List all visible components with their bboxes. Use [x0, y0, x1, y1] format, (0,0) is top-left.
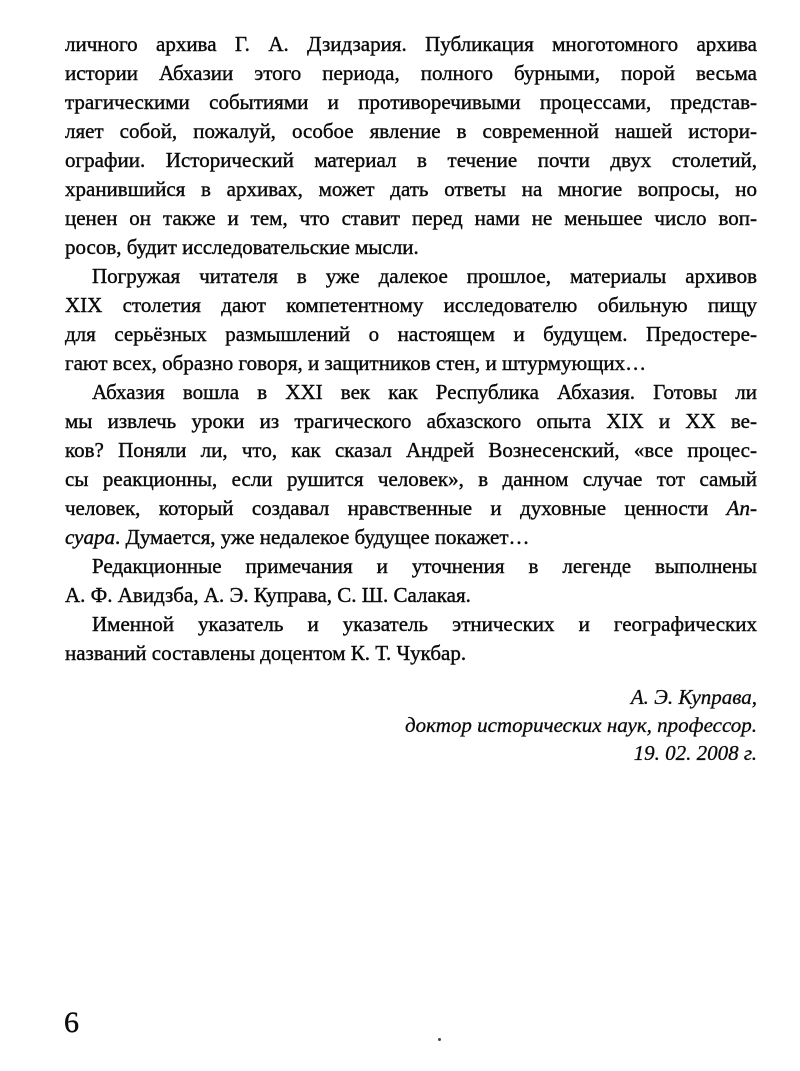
scan-speck: [438, 1038, 441, 1041]
text-line: ляет собой, пожалуй, особое явление в современной нашей истори-: [65, 119, 757, 143]
text-line: Редакционные примечания и уточнения в легенде выполнены: [92, 554, 757, 578]
paragraph-2: [65, 262, 757, 378]
paragraph-1: [65, 30, 757, 262]
text-line: ценен он также и тем, что ставит перед нами не меньшее число воп-: [65, 206, 757, 230]
text-line: ков? Поняли ли, что, как сказал Андрей Вознесенский, «все процес-: [65, 438, 757, 462]
body-text: [65, 30, 757, 668]
paragraph-4: [65, 552, 757, 610]
text-line: сы реакционны, если рушится человек», в данном случае тот самый: [65, 467, 757, 491]
text-line: личного архива Г. А. Дзидзария. Публикация многотомного архива: [65, 32, 757, 56]
text-segment: человек, который создавал нравственные и духовные ценности: [65, 496, 727, 520]
signature-name: А. Э. Куправа,: [630, 685, 757, 709]
text-line: Погружая читателя в уже далекое прошлое, материалы архивов: [92, 264, 757, 288]
text-line: мы извлечь уроки из трагического абхазского опыта XIX и XX ве-: [65, 409, 757, 433]
page-number: 6: [64, 1006, 79, 1039]
paragraph-5: [65, 610, 757, 668]
text-line: А. Ф. Авидзба, А. Э. Куправа, С. Ш. Салакая.: [65, 583, 471, 607]
text-line: гают всех, образно говоря, и защитников стен, и штурмующих…: [65, 351, 647, 375]
italic-term: суара: [65, 525, 115, 549]
text-line: истории Абхазии этого периода, полного бурными, порой весьма: [65, 61, 757, 85]
signature-block: [65, 683, 757, 767]
text-line: трагическими событиями и противоречивыми процессами, представ-: [65, 90, 757, 114]
text-line: хранившийся в архивах, может дать ответы на многие вопросы, но: [65, 177, 757, 201]
text-segment: . Думается, уже недалекое будущее покажет…: [115, 525, 530, 549]
text-line: названий составлены доцентом К. Т. Чукбар.: [65, 641, 467, 665]
signature-title: доктор исторических наук, профессор.: [405, 713, 757, 737]
text-line: XIX столетия дают компетентному исследователю обильную пищу: [65, 293, 757, 317]
text-line: [65, 494, 757, 523]
text-line: росов, будит исследовательские мысли.: [65, 235, 419, 259]
text-line: Абхазия вошла в XXI век как Республика Абхазия. Готовы ли: [92, 380, 757, 404]
italic-term: Ап-: [726, 496, 757, 520]
text-line: [65, 523, 757, 552]
paragraph-3: [65, 378, 757, 552]
signature-date: 19. 02. 2008 г.: [633, 741, 757, 765]
text-line: для серьёзных размышлений о настоящем и будущем. Предостере-: [65, 322, 757, 346]
text-line: Именной указатель и указатель этнических и географических: [92, 612, 757, 636]
text-line: ографии. Исторический материал в течение почти двух столетий,: [65, 148, 757, 172]
